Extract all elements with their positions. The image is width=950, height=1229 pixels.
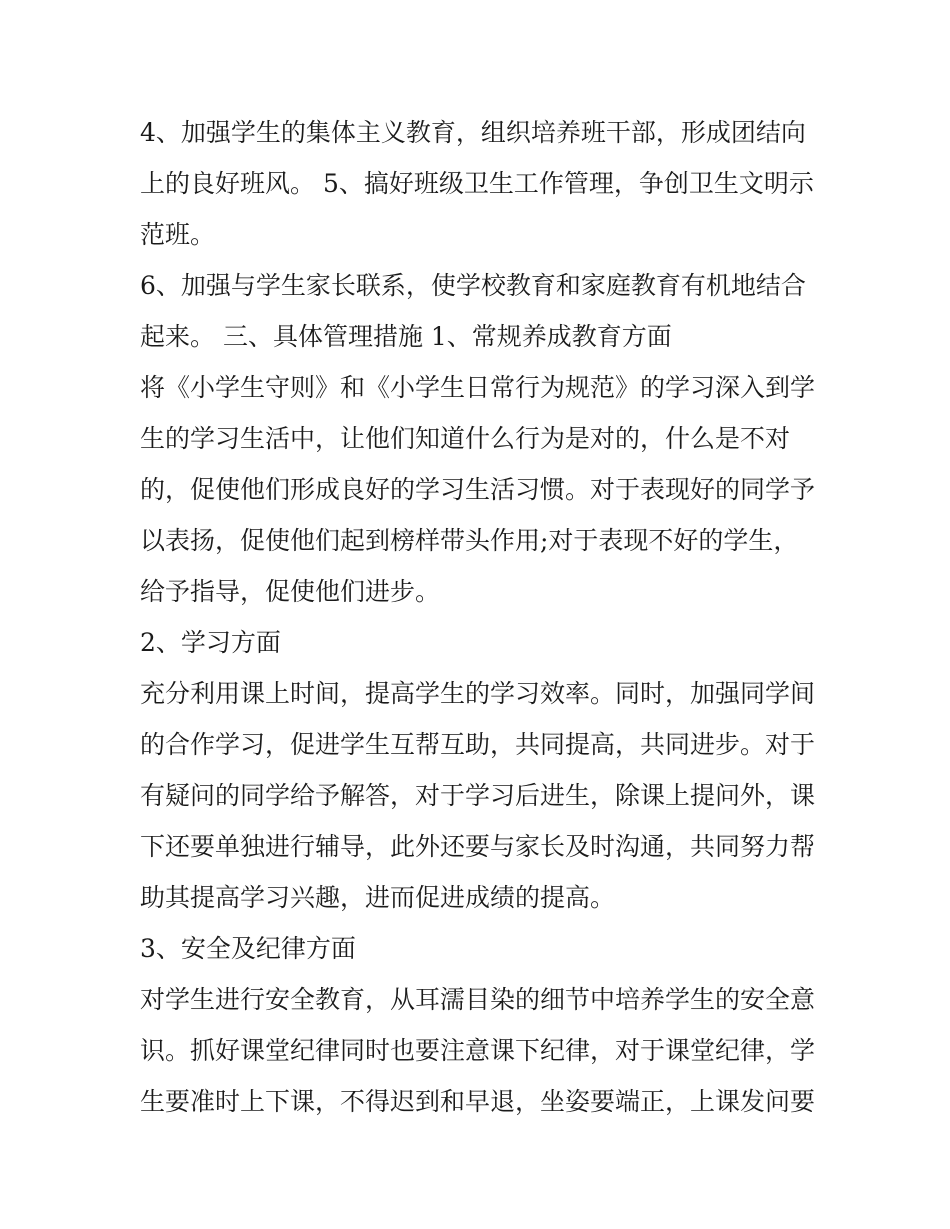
text-line: 的，促使他们形成良好的学习生活习惯。对于表现好的同学予 xyxy=(140,475,816,504)
text-line: 的合作学习，促进学生互帮互助，共同提高，共同进步。对于 xyxy=(140,730,816,759)
text-line: 下还要单独进行辅导，此外还要与家长及时沟通，共同努力帮 xyxy=(140,832,816,861)
text-line: 给予指导，促使他们进步。 xyxy=(140,577,441,606)
text-line: 范班。 xyxy=(140,220,216,249)
section-heading: 2、学习方面 xyxy=(140,628,281,657)
text-line: 充分利用课上时间，提高学生的学习效率。同时，加强同学间 xyxy=(140,679,816,708)
text-line: 4、加强学生的集体主义教育，组织培养班干部，形成团结向 xyxy=(140,118,806,147)
text-line: 上的良好班风。 5、搞好班级卫生工作管理，争创卫生文明示 xyxy=(140,169,814,198)
text-line: 将《小学生守则》和《小学生日常行为规范》的学习深入到学 xyxy=(140,373,816,402)
text-line: 6、加强与学生家长联系，使学校教育和家庭教育有机地结合 xyxy=(140,271,806,300)
text-line: 生的学习生活中，让他们知道什么行为是对的，什么是不对 xyxy=(140,424,791,453)
text-line: 起来。 三、具体管理措施 1、常规养成教育方面 xyxy=(140,322,672,351)
text-line: 对学生进行安全教育，从耳濡目染的细节中培养学生的安全意 xyxy=(140,985,816,1014)
section-heading: 3、安全及纪律方面 xyxy=(140,934,356,963)
text-line: 以表扬，促使他们起到榜样带头作用;对于表现不好的学生， xyxy=(140,526,799,555)
text-line: 生要准时上下课，不得迟到和早退，坐姿要端正，上课发问要 xyxy=(140,1087,816,1116)
text-line: 助其提高学习兴趣，进而促进成绩的提高。 xyxy=(140,883,616,912)
text-line: 识。抓好课堂纪律同时也要注意课下纪律，对于课堂纪律，学 xyxy=(140,1036,816,1065)
document-body xyxy=(140,107,820,1127)
text-line: 有疑问的同学给予解答，对于学习后进生，除课上提问外，课 xyxy=(140,781,816,810)
